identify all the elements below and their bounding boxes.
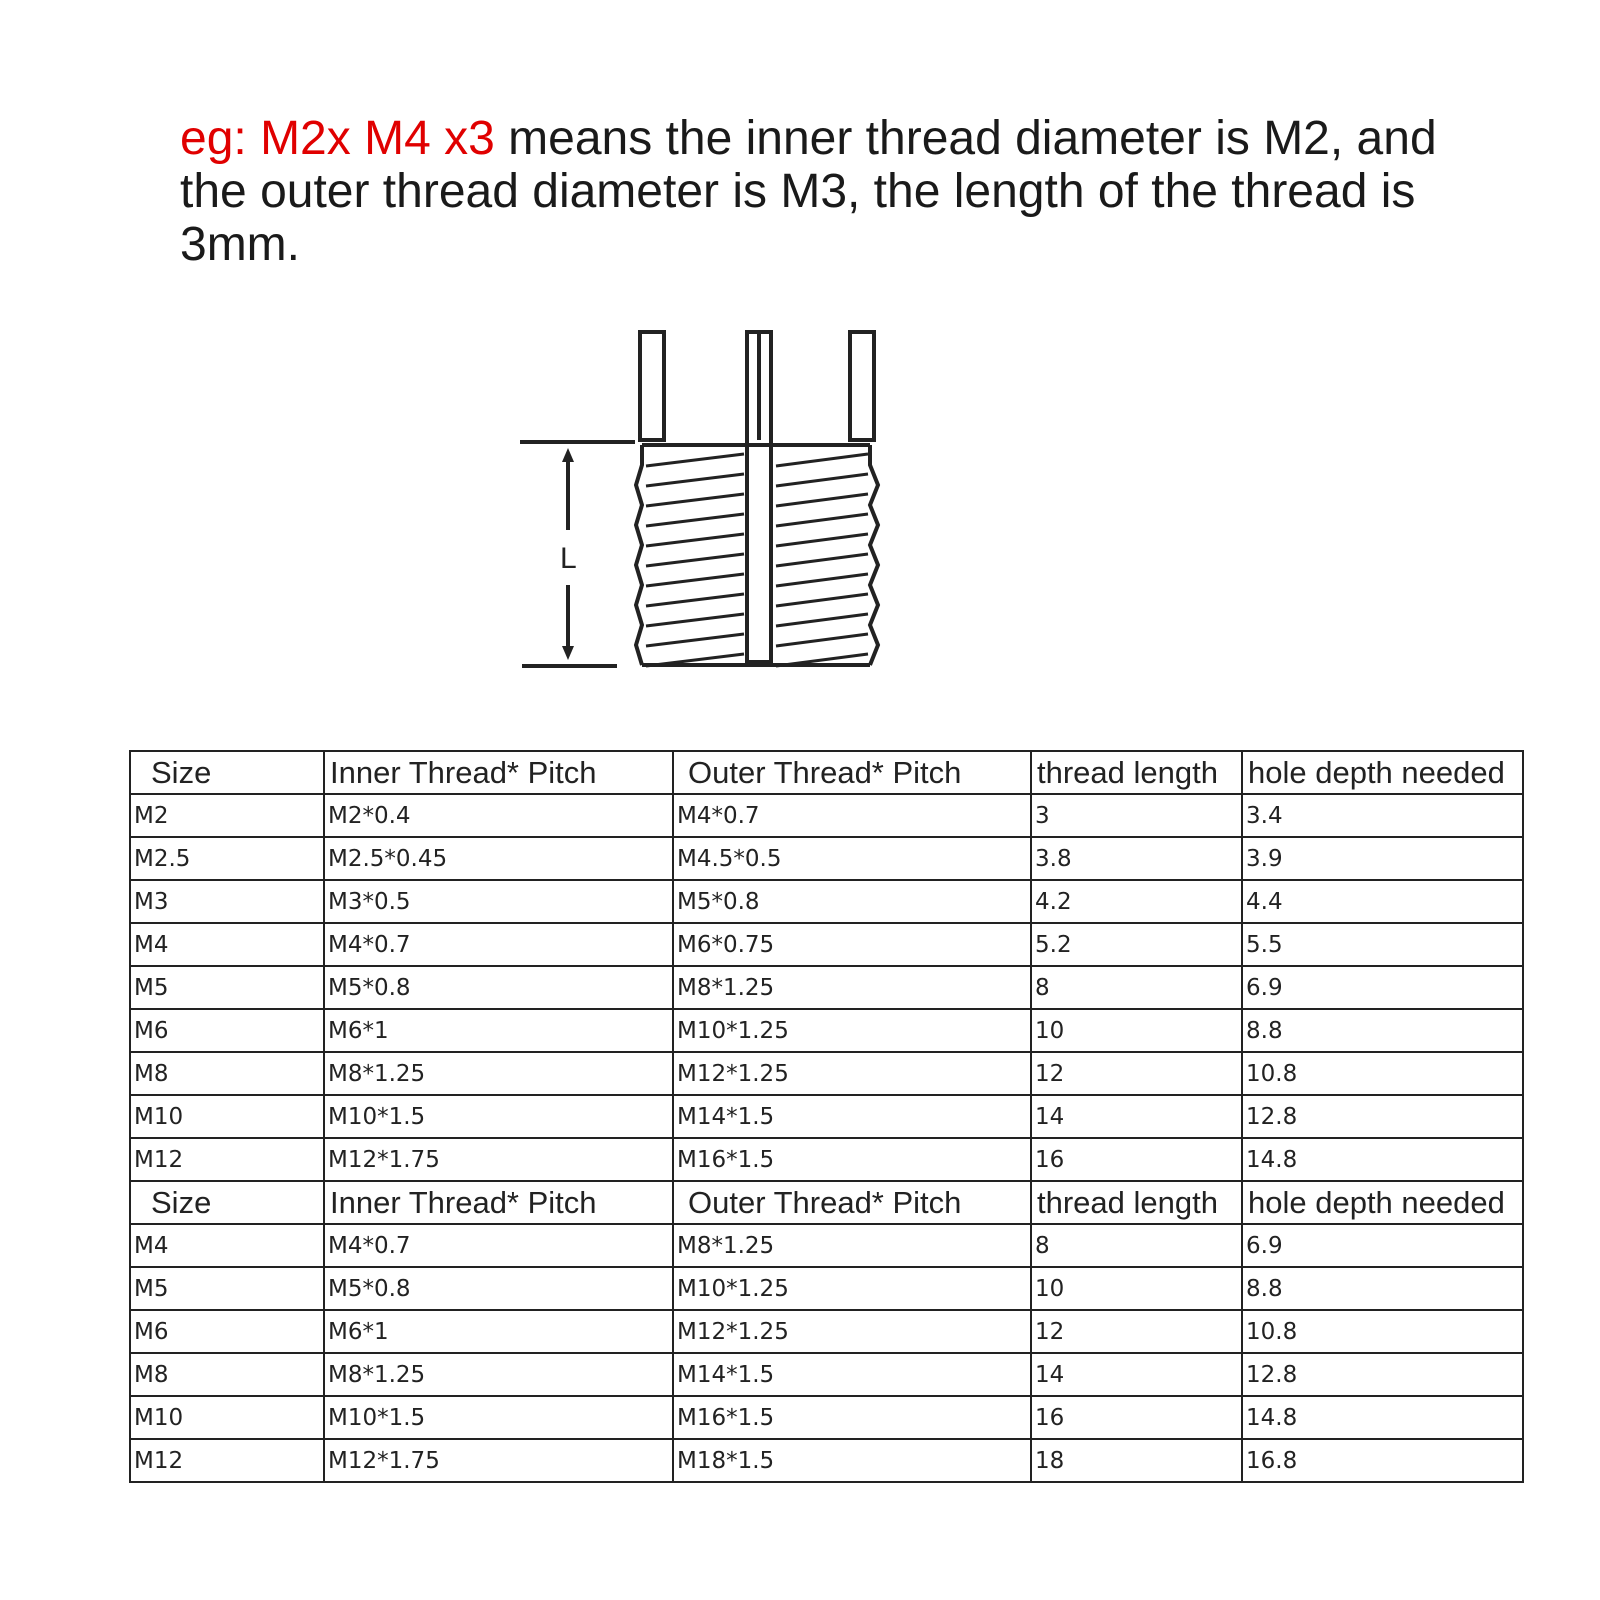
table-cell: 4.2 [1031,880,1242,923]
table-row [130,923,1523,966]
table-row [130,1396,1523,1439]
table-cell: 10 [1031,1009,1242,1052]
table-cell: M8*1.25 [673,1224,1031,1267]
table-cell: M12*1.25 [673,1052,1031,1095]
table-cell: M12 [130,1138,324,1181]
table-cell: 8 [1031,966,1242,1009]
table-cell: 8.8 [1242,1009,1523,1052]
thread-insert-diagram [520,330,900,690]
example-highlight: eg: M2x M4 x3 [180,112,495,165]
table-row [130,1138,1523,1181]
table-row [130,1353,1523,1396]
column-header: Outer Thread* Pitch [673,751,1031,794]
table-cell: M10*1.5 [324,1396,673,1439]
table-cell: 16.8 [1242,1439,1523,1482]
table-cell: 4.4 [1242,880,1523,923]
table-cell: 6.9 [1242,966,1523,1009]
table-cell: 5.5 [1242,923,1523,966]
length-label: L [560,542,577,575]
table-header-row [130,1181,1523,1224]
table-cell: 3 [1031,794,1242,837]
table-cell: M4*0.7 [324,923,673,966]
thread-spec-table [129,750,1524,1483]
table-cell: M12*1.75 [324,1439,673,1482]
table-cell: M6*1 [324,1310,673,1353]
column-header: Outer Thread* Pitch [673,1181,1031,1224]
table-cell: M10*1.25 [673,1267,1031,1310]
table-cell: 14 [1031,1353,1242,1396]
table-cell: M8*1.25 [324,1353,673,1396]
column-header: Inner Thread* Pitch [324,1181,673,1224]
table-cell: M5 [130,966,324,1009]
table-cell: M12*1.25 [673,1310,1031,1353]
table-row [130,1095,1523,1138]
table-cell: M4 [130,1224,324,1267]
table-cell: 8.8 [1242,1267,1523,1310]
table-cell: 18 [1031,1439,1242,1482]
table-row [130,1052,1523,1095]
table-cell: 14.8 [1242,1138,1523,1181]
table-cell: M4*0.7 [673,794,1031,837]
example-explanation: means the inner thread diameter is M2, and the outer thread diameter is M3, the length of the thread is 3mm. [180,112,1437,271]
table-cell: M6 [130,1009,324,1052]
table-cell: M8*1.25 [324,1052,673,1095]
table-cell: M5*0.8 [673,880,1031,923]
table-cell: M6*1 [324,1009,673,1052]
table-cell: M3*0.5 [324,880,673,923]
table-row [130,1224,1523,1267]
table-cell: 8 [1031,1224,1242,1267]
table-cell: 10.8 [1242,1052,1523,1095]
column-header: thread length [1031,751,1242,794]
table-cell: M4.5*0.5 [673,837,1031,880]
table-cell: M2 [130,794,324,837]
table-cell: 10 [1031,1267,1242,1310]
table-cell: M10 [130,1095,324,1138]
table-cell: 16 [1031,1138,1242,1181]
table-row [130,1310,1523,1353]
table-cell: 14 [1031,1095,1242,1138]
table-cell: M8 [130,1052,324,1095]
table-row [130,1009,1523,1052]
table-cell: M10*1.25 [673,1009,1031,1052]
column-header: hole depth needed [1242,751,1523,794]
table-row [130,966,1523,1009]
table-cell: 16 [1031,1396,1242,1439]
table-cell: 6.9 [1242,1224,1523,1267]
table-cell: M16*1.5 [673,1138,1031,1181]
table-cell: 10.8 [1242,1310,1523,1353]
table-row [130,1439,1523,1482]
table-cell: 5.2 [1031,923,1242,966]
table-cell: M2*0.4 [324,794,673,837]
column-header: Size [130,1181,324,1224]
table-cell: 3.8 [1031,837,1242,880]
intro-text [180,112,1440,271]
table-cell: M12*1.75 [324,1138,673,1181]
table-cell: M5*0.8 [324,966,673,1009]
table-cell: M2.5*0.45 [324,837,673,880]
table-cell: 12.8 [1242,1095,1523,1138]
table-cell: 3.4 [1242,794,1523,837]
column-header: thread length [1031,1181,1242,1224]
column-header: Size [130,751,324,794]
table-cell: M2.5 [130,837,324,880]
table-cell: 12.8 [1242,1353,1523,1396]
table-row [130,880,1523,923]
table-cell: M10*1.5 [324,1095,673,1138]
table-cell: M4*0.7 [324,1224,673,1267]
table-cell: 3.9 [1242,837,1523,880]
table-cell: M8 [130,1353,324,1396]
table-row [130,794,1523,837]
table-cell: M16*1.5 [673,1396,1031,1439]
table-cell: M10 [130,1396,324,1439]
table-cell: M5 [130,1267,324,1310]
column-header: Inner Thread* Pitch [324,751,673,794]
table-cell: 12 [1031,1310,1242,1353]
table-cell: M6 [130,1310,324,1353]
table-cell: M18*1.5 [673,1439,1031,1482]
table-cell: M12 [130,1439,324,1482]
table-cell: M14*1.5 [673,1353,1031,1396]
table-cell: M3 [130,880,324,923]
table-cell: M8*1.25 [673,966,1031,1009]
column-header: hole depth needed [1242,1181,1523,1224]
table-cell: M14*1.5 [673,1095,1031,1138]
table-cell: M6*0.75 [673,923,1031,966]
table-row [130,1267,1523,1310]
table-cell: M5*0.8 [324,1267,673,1310]
table-cell: 12 [1031,1052,1242,1095]
table-header-row [130,751,1523,794]
table-cell: 14.8 [1242,1396,1523,1439]
table-row [130,837,1523,880]
table-cell: M4 [130,923,324,966]
